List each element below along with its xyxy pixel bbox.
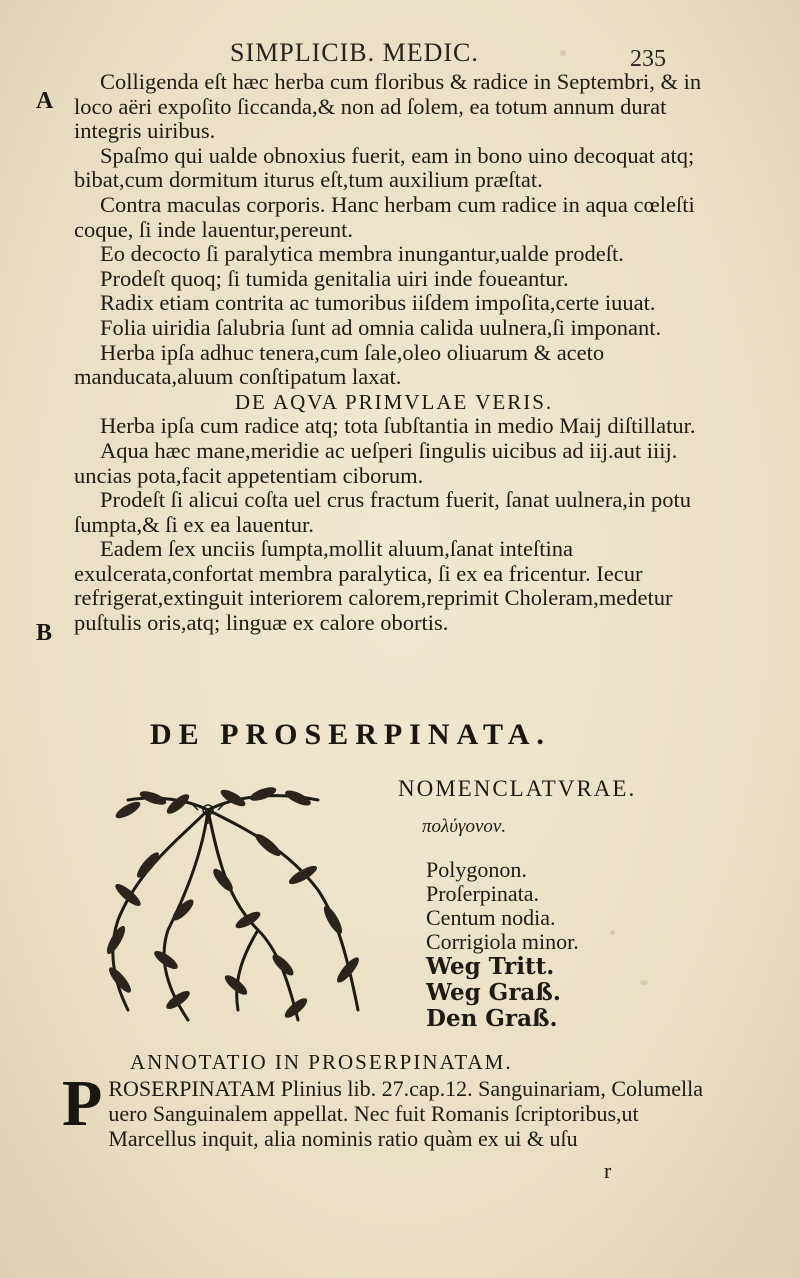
latin-name: Corrigiola minor. bbox=[426, 929, 579, 954]
paragraph: Spaſmo qui ualde obnoxius fuerit, eam in bono uino decoquat atq; bibat,cum dormitum iturus eſt,tum auxilium præſtat. bbox=[74, 142, 695, 193]
nomenclature-block bbox=[398, 776, 718, 1032]
german-name: Den Graß. bbox=[426, 1005, 558, 1032]
paragraph: Prodeſt quoq; ſi tumida genitalia uiri inde foueantur. bbox=[100, 265, 569, 291]
paragraph: Eo decocto ſi paralytica membra inungantur,ualde prodeſt. bbox=[100, 241, 624, 267]
page-number: 235 bbox=[630, 46, 666, 72]
knotgrass-woodcut-illustration bbox=[58, 780, 388, 1030]
annotation-heading: ANNOTATIO IN PROSERPINATAM. bbox=[130, 1050, 513, 1074]
paragraph: Herba ipſa cum radice atq; tota ſubſtantia in medio Maij diſtillatur. bbox=[100, 413, 696, 439]
german-name: Weg Tritt. bbox=[426, 953, 555, 980]
paragraph: Radix etiam contrita ac tumoribus iiſdem impoſita,certe iuuat. bbox=[100, 290, 656, 316]
annotation-paragraph: ROSERPINATAM Plinius lib. 27.cap.12. Sanguinariam, Columella uero Sanguinalem appellat. Nec fuit Romanis ſcriptoribus,ut Marcellus inquit, alia nominis ratio quàm ex ui & uſu bbox=[108, 1076, 703, 1151]
section-heading: DE AQVA PRIMVLAE VERIS. bbox=[234, 389, 554, 414]
paragraph: Prodeſt ſi alicui coſta uel crus fractum fuerit, ſanat uulnera,in potu ſumpta,& ſi ex ea lauentur. bbox=[74, 487, 692, 537]
running-head: SIMPLICIB. MEDIC. bbox=[230, 38, 479, 67]
paper-speck bbox=[610, 930, 615, 935]
latin-name: Centum nodia. bbox=[426, 905, 556, 930]
margin-letter-a: A bbox=[36, 88, 54, 114]
main-text-block bbox=[74, 70, 714, 636]
margin-letter-b: B bbox=[36, 620, 53, 646]
annotation-text-block bbox=[62, 1067, 722, 1151]
catchword: r bbox=[604, 1158, 612, 1183]
latin-name: Proſerpinata. bbox=[426, 881, 540, 906]
paragraph: Herba ipſa adhuc tenera,cum ſale,oleo oliuarum & aceto manducata,aluum conſtipatum laxat. bbox=[74, 339, 605, 390]
greek-name: πολύγονον. bbox=[422, 816, 507, 837]
latin-name: Polygonon. bbox=[426, 857, 527, 882]
paper-speck bbox=[560, 50, 566, 56]
nomenclature-heading: NOMENCLATVRAE. bbox=[398, 776, 637, 801]
paragraph: Eadem ſex unciis ſumpta,mollit aluum,ſanat inteſtina exulcerata,confortat membra paralytica, ſi ex ea fricentur. Iecur refrigerat,extinguit interiorem calorem,reprimit Choleram,medetur puſtulis oris,atq; linguæ ex calore obortis. bbox=[74, 536, 673, 636]
paragraph: Colligenda eſt hæc herba cum floribus & radice in Septembri, & in loco aëri expoſito ſiccanda,& non ad ſolem, ea totum annum durat integris uiribus. bbox=[74, 69, 702, 144]
chapter-title: DE PROSERPINATA. bbox=[150, 718, 551, 751]
paper-speck bbox=[640, 980, 648, 985]
plant-woodcut-svg bbox=[58, 780, 388, 1030]
paragraph: Folia uiridia ſalubria ſunt ad omnia calida uulnera,ſi imponant. bbox=[100, 314, 662, 340]
german-name: Weg Graß. bbox=[426, 979, 561, 1006]
drop-cap: P bbox=[62, 1067, 103, 1140]
paragraph: Contra maculas corporis. Hanc herbam cum radice in aqua cœleſti coque, ſi inde lauentur,pereunt. bbox=[74, 191, 695, 242]
paragraph: Aqua hæc mane,meridie ac ueſperi ſingulis uicibus ad iij.aut iiij. uncias pota,facit appetentiam ciborum. bbox=[74, 437, 678, 488]
